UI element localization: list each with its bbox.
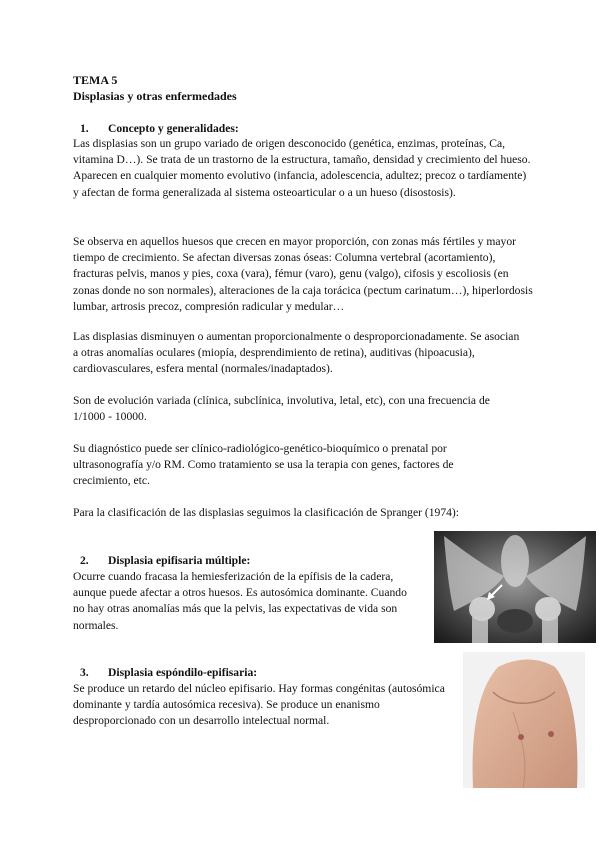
section1-paragraph-6: Para la clasificación de las displasias seguimos la clasificación de Spranger (1974): (73, 506, 460, 519)
pelvis-xray-graphic (434, 531, 596, 643)
section3-number: 3. (80, 666, 89, 679)
tema-label: TEMA 5 (73, 73, 118, 87)
section3-paragraph-1: Se produce un retardo del núcleo epifisario. Hay formas congénitas (autosómica dominante y tardía autosómica recesiva). Se produce un enanismo desproporcionado con un desarrollo intelectual normal. (73, 682, 445, 728)
section3-heading (80, 665, 257, 681)
section1-paragraph-2: Se observa en aquellos huesos que crecen en mayor proporción, con zonas más fértiles y mayor tiempo de crecimiento. Se afectan diversas zonas óseas: Columna vertebral (acortamiento), fracturas pelvis, manos y pies, coxa (vara), fémur (varo), genu (valgo), cifosis y escoliosis (en zonas donde no son normales), alteraciones de la caja torácica (pectum carinatum…), hiperlordosis lumbar, artrosis precoz, compresión radicular y medular… (73, 235, 533, 313)
section2-number: 2. (80, 554, 89, 567)
thorax-photo-graphic (463, 652, 585, 788)
section3-title: Displasia espóndilo-epifisaria: (108, 666, 258, 679)
section2-title: Displasia epifisaria múltiple: (108, 554, 251, 567)
section1-paragraph-1: Las displasias son un grupo variado de origen desconocido (genética, enzimas, proteínas, Ca, vitamina D…). Se trata de un trastorno de la estructura, tamaño, densidad y crecimiento del hueso. Aparecen en cualquier momento evolutivo (infancia, adolescencia, adultez; precoz o tardíamente) y afectan de forma generalizada al sistema osteoarticular o a un hueso (disostosis). (73, 137, 531, 199)
section1-heading (80, 121, 239, 137)
pelvis-xray-image (434, 531, 596, 643)
thorax-photo-image (463, 652, 585, 788)
section1-paragraph-4: Son de evolución variada (clínica, subclínica, involutiva, letal, etc), con una frecuencia de 1/1000 - 10000. (73, 394, 490, 424)
section1-title: Concepto y generalidades: (108, 122, 239, 135)
section1-paragraph-3: Las displasias disminuyen o aumentan proporcionalmente o desproporcionadamente. Se asocian a otras anomalías oculares (miopía, desprendimiento de retina), auditivas (hipoacusia), cardiovasculares, esfera mental (normales/inadaptados). (73, 330, 520, 376)
section1-number: 1. (80, 122, 89, 135)
section1-paragraph-5: Su diagnóstico puede ser clínico-radiológico-genético-bioquímico o prenatal por ultrasonografía y/o RM. Como tratamiento se usa la terapia con genes, factores de crecimiento, etc. (73, 442, 454, 488)
document-subtitle: Displasias y otras enfermedades (73, 89, 237, 103)
section2-heading (80, 553, 250, 569)
section2-paragraph-1: Ocurre cuando fracasa la hemiesferización de la epífisis de la cadera, aunque puede afectar a otros huesos. Es autosómica dominante. Cuando no hay otras anomalías más que la pelvis, las expectativas de vida son normales. (73, 570, 407, 632)
